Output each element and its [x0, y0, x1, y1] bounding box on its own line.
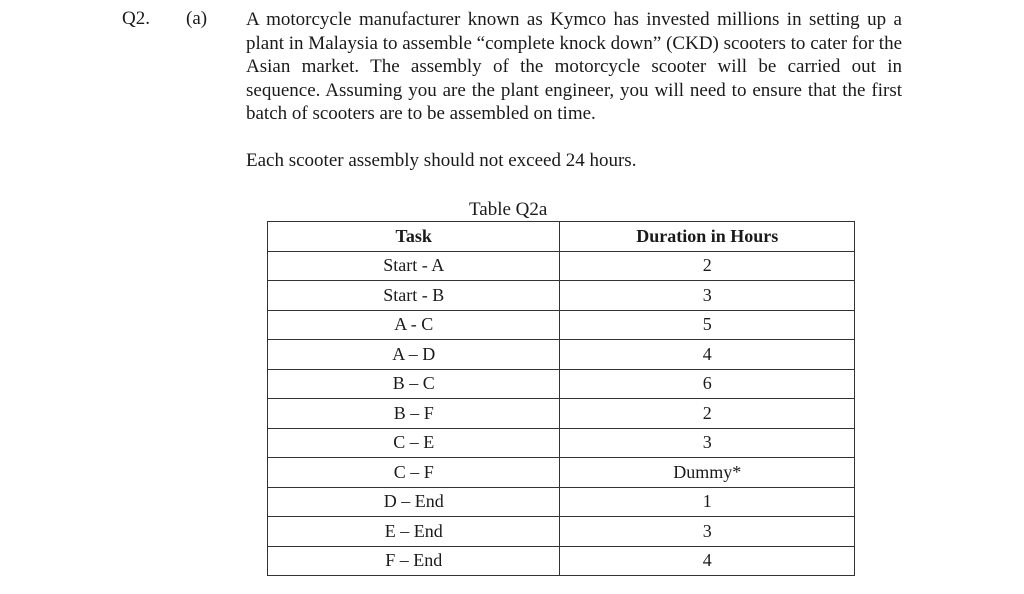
- table-row: [268, 517, 855, 547]
- task-cell: C – E: [268, 428, 560, 458]
- duration-cell: 1: [560, 487, 855, 517]
- duration-cell: 2: [560, 399, 855, 429]
- table-row: [268, 487, 855, 517]
- question-number: Q2.: [122, 8, 150, 29]
- duration-cell: 5: [560, 310, 855, 340]
- table-row: [268, 281, 855, 311]
- table-row: [268, 546, 855, 576]
- task-cell: A - C: [268, 310, 560, 340]
- question-paragraph: A motorcycle manufacturer known as Kymco has invested millions in setting up a plant in Malaysia to assemble “complete knock down” (CKD) scooters to cater for the Asian market. The assembly of the motorcycle scooter will be carried out in sequence. Assuming you are the plant engineer, you will need to ensure that the first batch of scooters are to be assembled on time.: [246, 9, 902, 124]
- table-row: [268, 340, 855, 370]
- table-row: [268, 310, 855, 340]
- header-duration: Duration in Hours: [560, 222, 855, 252]
- duration-cell: 3: [560, 517, 855, 547]
- duration-cell: Dummy*: [560, 458, 855, 488]
- task-cell: E – End: [268, 517, 560, 547]
- task-duration-table: [267, 221, 855, 576]
- table-row: [268, 428, 855, 458]
- duration-cell: 4: [560, 546, 855, 576]
- task-cell: Start - A: [268, 251, 560, 281]
- table-row: [268, 251, 855, 281]
- header-task: Task: [268, 222, 560, 252]
- duration-cell: 2: [560, 251, 855, 281]
- assembly-constraint: Each scooter assembly should not exceed 24 hours.: [246, 150, 637, 171]
- task-cell: B – C: [268, 369, 560, 399]
- table-header-row: [268, 222, 855, 252]
- task-cell: Start - B: [268, 281, 560, 311]
- duration-cell: 4: [560, 340, 855, 370]
- task-cell: B – F: [268, 399, 560, 429]
- question-part: (a): [186, 8, 208, 29]
- table-caption: Table Q2a: [469, 199, 548, 220]
- table-row: [268, 399, 855, 429]
- duration-cell: 6: [560, 369, 855, 399]
- duration-cell: 3: [560, 428, 855, 458]
- table-row: [268, 369, 855, 399]
- task-cell: D – End: [268, 487, 560, 517]
- table-row: [268, 458, 855, 488]
- duration-cell: 3: [560, 281, 855, 311]
- task-cell: A – D: [268, 340, 560, 370]
- task-cell: C – F: [268, 458, 560, 488]
- task-cell: F – End: [268, 546, 560, 576]
